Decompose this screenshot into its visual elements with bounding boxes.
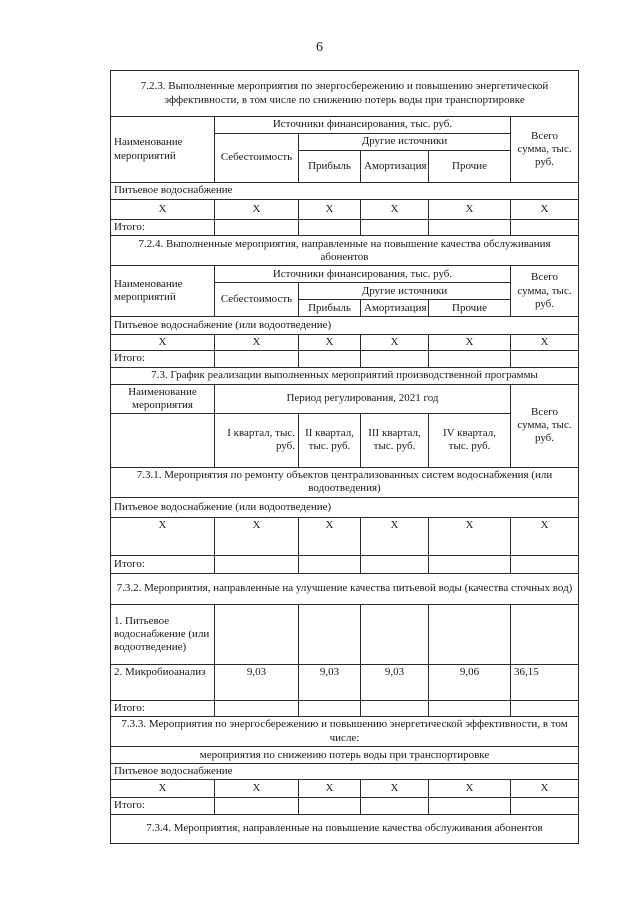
cell-x: X [429,780,511,798]
cell-x: X [511,780,579,798]
header-q3: III квартал, тыс. руб. [361,413,429,467]
cell-x: X [511,517,579,555]
section-title-7-3-2: 7.3.2. Мероприятия, направленные на улучшение качества питьевой воды (качества сточных вод) [111,573,579,604]
cell-x: X [215,200,299,220]
section-title-7-3-4: 7.3.4. Мероприятия, направленные на повышение качества обслуживания абонентов [111,814,579,843]
header-q1: I квартал, тыс. руб. [215,413,299,467]
cell-x: X [511,335,579,351]
page-number: 6 [316,40,323,55]
cell-x: X [299,335,361,351]
total-label: Итого: [111,351,215,367]
header-sources: Источники финансирования, тыс. руб. [215,117,511,134]
header-total: Всего сумма, тыс. руб. [511,117,579,183]
cell-x: X [429,517,511,555]
total-label: Итого: [111,555,215,573]
cell-x: X [299,780,361,798]
value-q4: 9,06 [429,664,511,700]
cell-x: X [511,200,579,220]
cell-x: X [361,335,429,351]
header-sources: Источники финансирования, тыс. руб. [215,266,511,283]
cell-x: X [111,780,215,798]
header-total: Всего сумма, тыс. руб. [511,266,579,317]
production-program-table [110,70,579,844]
section-title-7-2-3: 7.2.3. Выполненные мероприятия по энергосбережению и повышению энергетической эффективности, в том числе по снижению потерь воды при транспортировке [111,71,579,117]
cell-x: X [111,200,215,220]
cell-x: X [361,517,429,555]
header-amort: Амортизация [361,300,429,317]
total-label: Итого: [111,220,215,236]
section-title-7-3: 7.3. График реализации выполненных мероприятий производственной программы [111,367,579,384]
value-q2: 9,03 [299,664,361,700]
header-other: Другие источники [299,134,511,151]
cell-x: X [299,517,361,555]
header-name: Наименование мероприятий [111,266,215,317]
item-microanalysis: 2. Микробиоанализ [111,664,215,700]
header-name: Наименование мероприятия [111,384,215,413]
cell-x: X [361,200,429,220]
cell-x: X [299,200,361,220]
cell-x: X [111,517,215,555]
cell-x: X [215,335,299,351]
value-q3: 9,03 [361,664,429,700]
header-profit: Прибыль [299,151,361,183]
value-total: 36,15 [511,664,579,700]
cell-x: X [429,335,511,351]
header-total: Всего сумма, тыс. руб. [511,384,579,467]
group-label: Питьевое водоснабжение [111,764,579,780]
section-subtitle-7-3-3: мероприятия по снижению потерь воды при транспортировке [111,747,579,764]
header-cost: Себестоимость [215,134,299,183]
group-label: Питьевое водоснабжение (или водоотведение) [111,497,579,517]
group-label: Питьевое водоснабжение (или водоотведение) [111,317,579,335]
value-q1: 9,03 [215,664,299,700]
header-cost: Себестоимость [215,283,299,317]
header-period: Период регулирования, 2021 год [215,384,511,413]
header-misc: Прочие [429,151,511,183]
header-q4: IV квартал, тыс. руб. [429,413,511,467]
total-label: Итого: [111,700,215,716]
cell-x: X [429,200,511,220]
section-title-7-3-3: 7.3.3. Мероприятия по энергосбережению и повышению энергетической эффективности, в том числе: [111,717,579,747]
header-misc: Прочие [429,300,511,317]
header-name: Наименование мероприятий [111,117,215,183]
header-other: Другие источники [299,283,511,300]
section-title-7-2-4: 7.2.4. Выполненные мероприятия, направленные на повышение качества обслуживания абонентов [111,236,579,266]
cell-x: X [215,780,299,798]
cell-x: X [361,780,429,798]
total-label: Итого: [111,798,215,814]
header-amort: Амортизация [361,151,429,183]
item-drinking-water: 1. Питьевое водоснабжение (или водоотведение) [111,604,215,664]
header-profit: Прибыль [299,300,361,317]
group-label: Питьевое водоснабжение [111,183,579,200]
section-title-7-3-1: 7.3.1. Мероприятия по ремонту объектов централизованных систем водоснабжения (или водоотведения) [111,467,579,497]
header-q2: II квартал, тыс. руб. [299,413,361,467]
cell-x: X [111,335,215,351]
cell-x: X [215,517,299,555]
